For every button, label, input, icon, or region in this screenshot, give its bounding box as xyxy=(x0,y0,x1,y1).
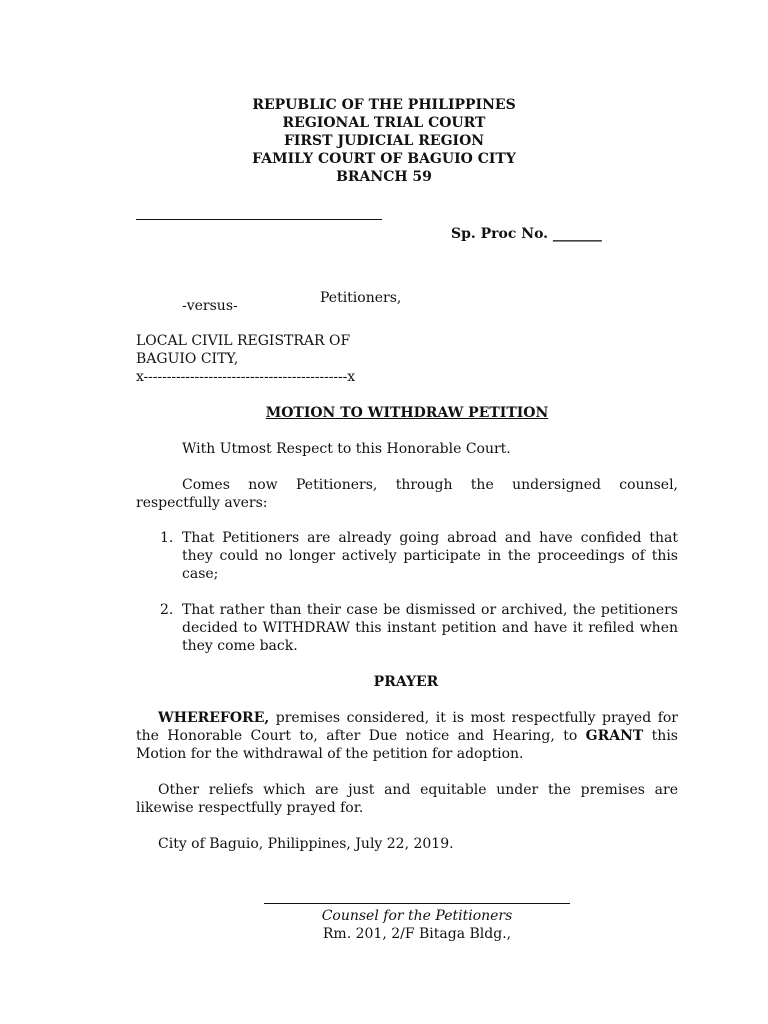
court-header xyxy=(0,96,768,186)
salutation: With Utmost Respect to this Honorable Court. xyxy=(182,441,511,457)
intro-text: Comes now Petitioners, through the undersigned counsel, respectfully avers: xyxy=(136,477,678,511)
list-item-text: That rather than their case be dismissed or archived, the petitioners decided to WITHDRAW this instant petition and have it refiled when they come back. xyxy=(182,602,678,654)
grant-bold: GRANT xyxy=(585,728,644,744)
respondent-line-2: BAGUIO CITY, xyxy=(136,351,239,367)
wherefore-text-2: this Motion for the withdrawal of the petition for adoption. xyxy=(136,728,678,762)
case-number: Sp. Proc No. _______ xyxy=(451,226,602,242)
header-line-branch: BRANCH 59 xyxy=(336,169,432,185)
wherefore-bold: WHEREFORE, xyxy=(158,710,270,726)
header-line-region: FIRST JUDICIAL REGION xyxy=(283,133,485,149)
list-item-text: That Petitioners are already going abroad and have confided that they could no longer actively participate in the proceedings of this case; xyxy=(182,530,678,582)
caption-closing-line: x--------------------------------------------x xyxy=(136,369,356,385)
list-item xyxy=(160,601,678,655)
wherefore-text-1: premises considered, it is most respectfully prayed for the Honorable Court to, after Due notice and Hearing, to xyxy=(136,710,678,744)
prayer-heading: PRAYER xyxy=(373,674,439,690)
signature-role: Counsel for the Petitioners xyxy=(321,908,513,924)
signature-line xyxy=(264,903,570,904)
other-reliefs-text: Other reliefs which are just and equitable under the premises are likewise respectfully prayed for. xyxy=(136,782,678,816)
signature-address: Rm. 201, 2/F Bitaga Bldg., xyxy=(322,926,512,942)
list-item-number: 1. xyxy=(160,530,174,546)
petitioner-name-line xyxy=(136,219,382,220)
respondent-line-1: LOCAL CIVIL REGISTRAR OF xyxy=(136,333,351,349)
header-line-family-court: FAMILY COURT OF BAGUIO CITY xyxy=(252,151,516,167)
list-item xyxy=(160,529,678,583)
intro-paragraph xyxy=(136,476,678,512)
wherefore-paragraph xyxy=(136,709,678,763)
list-item-number: 2. xyxy=(160,602,174,618)
place-date: City of Baguio, Philippines, July 22, 2019. xyxy=(158,836,454,852)
versus-label: -versus- xyxy=(182,298,238,314)
other-reliefs-paragraph xyxy=(136,781,678,817)
header-line-court: REGIONAL TRIAL COURT xyxy=(282,115,486,131)
document-title: MOTION TO WITHDRAW PETITION xyxy=(265,405,549,421)
header-line-republic: REPUBLIC OF THE PHILIPPINES xyxy=(252,97,516,113)
petitioners-label: Petitioners, xyxy=(320,290,402,306)
